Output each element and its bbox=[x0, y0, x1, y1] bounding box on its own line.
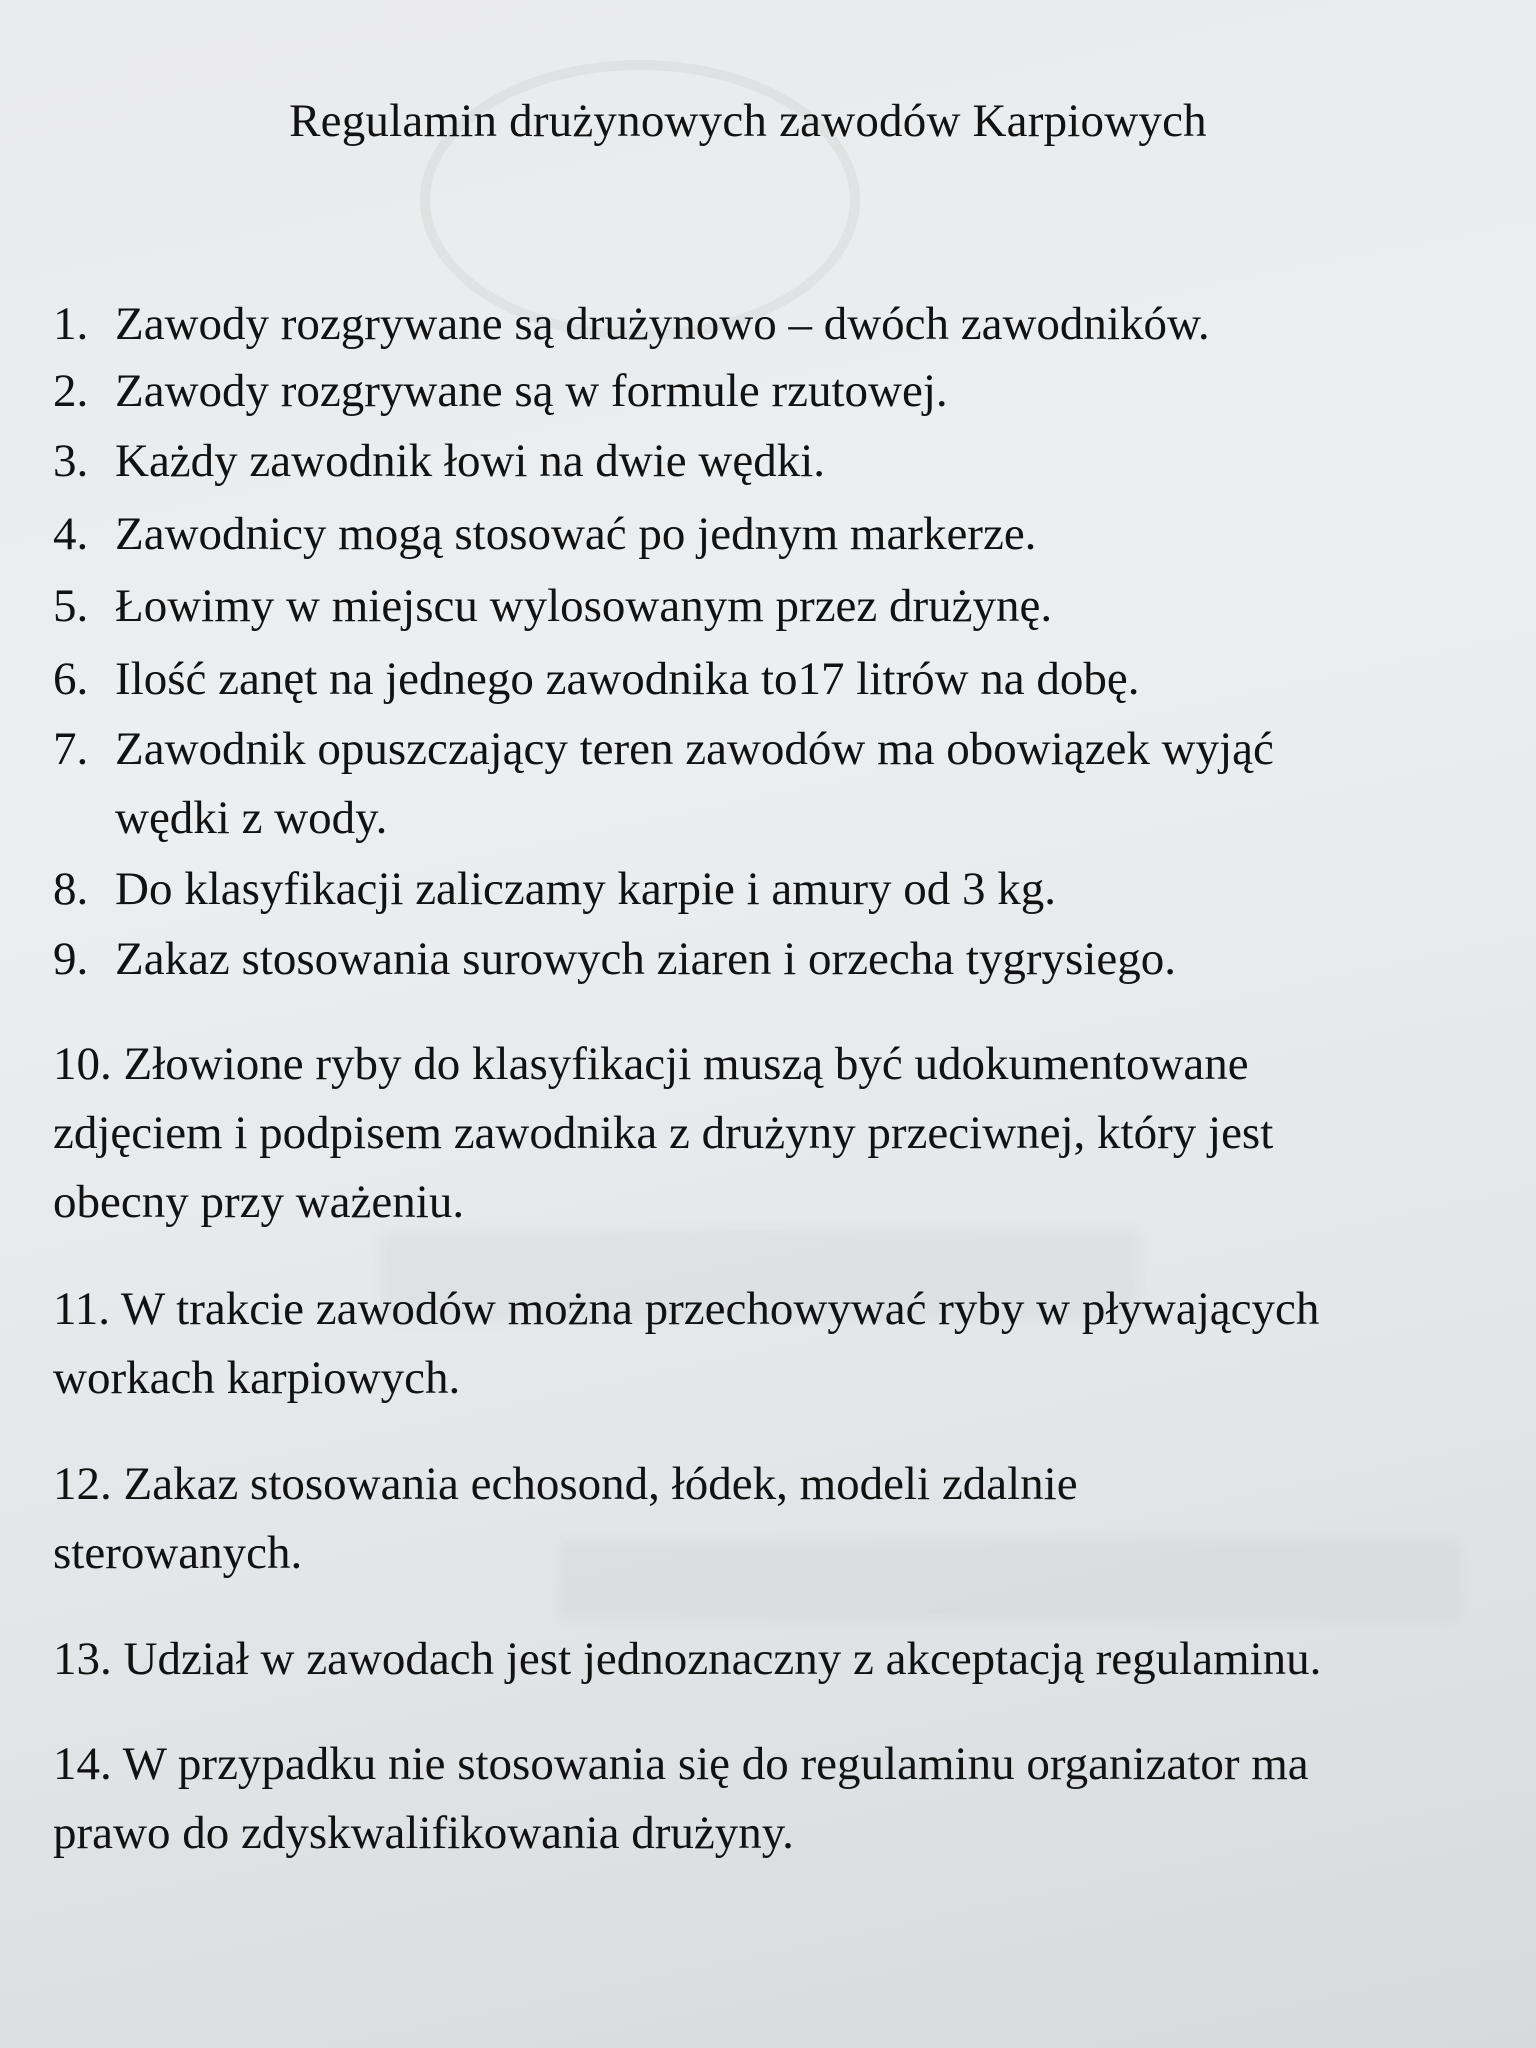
list-item-text: Do klasyfikacji zaliczamy karpie i amury od 3 kg. bbox=[115, 863, 1056, 915]
paragraph-line: sterowanych. bbox=[53, 1527, 303, 1579]
paragraph-line: 13. Udział w zawodach jest jednoznaczny z akceptacją regulaminu. bbox=[53, 1633, 1322, 1685]
rule-paragraph bbox=[53, 1450, 1493, 1588]
list-item-number: 7. bbox=[53, 723, 89, 775]
list-item-text: Zakaz stosowania surowych ziaren i orzecha tygrysiego. bbox=[115, 933, 1177, 985]
list-item bbox=[53, 925, 1176, 994]
list-item-number: 9. bbox=[53, 933, 89, 985]
document-title: Regulamin drużynowych zawodów Karpiowych bbox=[289, 95, 1207, 147]
list-item-text: Zawodnicy mogą stosować po jednym markerze. bbox=[115, 508, 1037, 560]
list-item-number: 2. bbox=[53, 365, 89, 417]
list-item-text: Łowimy w miejscu wylosowanym przez drużynę. bbox=[115, 580, 1053, 632]
list-item bbox=[53, 855, 1056, 924]
list-item bbox=[53, 290, 1210, 359]
list-item-text: Zawodnik opuszczający teren zawodów ma obowiązek wyjąć bbox=[115, 723, 1274, 775]
list-item bbox=[53, 500, 1036, 569]
paragraph-line: zdjęciem i podpisem zawodnika z drużyny przeciwnej, który jest bbox=[53, 1107, 1274, 1159]
list-item bbox=[53, 427, 825, 496]
list-item-number: 3. bbox=[53, 435, 89, 487]
paragraph-line: 10. Złowione ryby do klasyfikacji muszą być udokumentowane bbox=[53, 1038, 1249, 1090]
list-item-number: 1. bbox=[53, 298, 89, 350]
list-item bbox=[53, 645, 1140, 714]
list-item bbox=[53, 572, 1052, 641]
list-item bbox=[53, 715, 1274, 853]
list-item-text: Ilość zanęt na jednego zawodnika to17 litrów na dobę. bbox=[115, 653, 1140, 705]
rule-paragraph bbox=[53, 1625, 1493, 1694]
list-item-number: 5. bbox=[53, 580, 89, 632]
paragraph-line: prawo do zdyskwalifikowania drużyny. bbox=[53, 1807, 794, 1859]
list-item-number: 4. bbox=[53, 508, 89, 560]
paragraph-line: 11. W trakcie zawodów można przechowywać ryby w pływających bbox=[53, 1283, 1320, 1335]
rule-paragraph bbox=[53, 1030, 1493, 1237]
list-item-number: 8. bbox=[53, 863, 89, 915]
list-item-text: Zawody rozgrywane są drużynowo – dwóch zawodników. bbox=[115, 298, 1210, 350]
list-item-text: Każdy zawodnik łowi na dwie wędki. bbox=[115, 435, 826, 487]
list-item-continuation: wędki z wody. bbox=[115, 792, 388, 844]
list-item-text: Zawody rozgrywane są w formule rzutowej. bbox=[115, 365, 948, 417]
rule-paragraph bbox=[53, 1275, 1493, 1413]
paragraph-line: workach karpiowych. bbox=[53, 1352, 461, 1404]
list-item-number: 6. bbox=[53, 653, 89, 705]
paragraph-line: obecny przy ważeniu. bbox=[53, 1176, 465, 1228]
paragraph-line: 14. W przypadku nie stosowania się do regulaminu organizator ma bbox=[53, 1738, 1309, 1790]
list-item bbox=[53, 357, 948, 426]
paragraph-line: 12. Zakaz stosowania echosond, łódek, modeli zdalnie bbox=[53, 1458, 1078, 1510]
rule-paragraph bbox=[53, 1730, 1493, 1868]
